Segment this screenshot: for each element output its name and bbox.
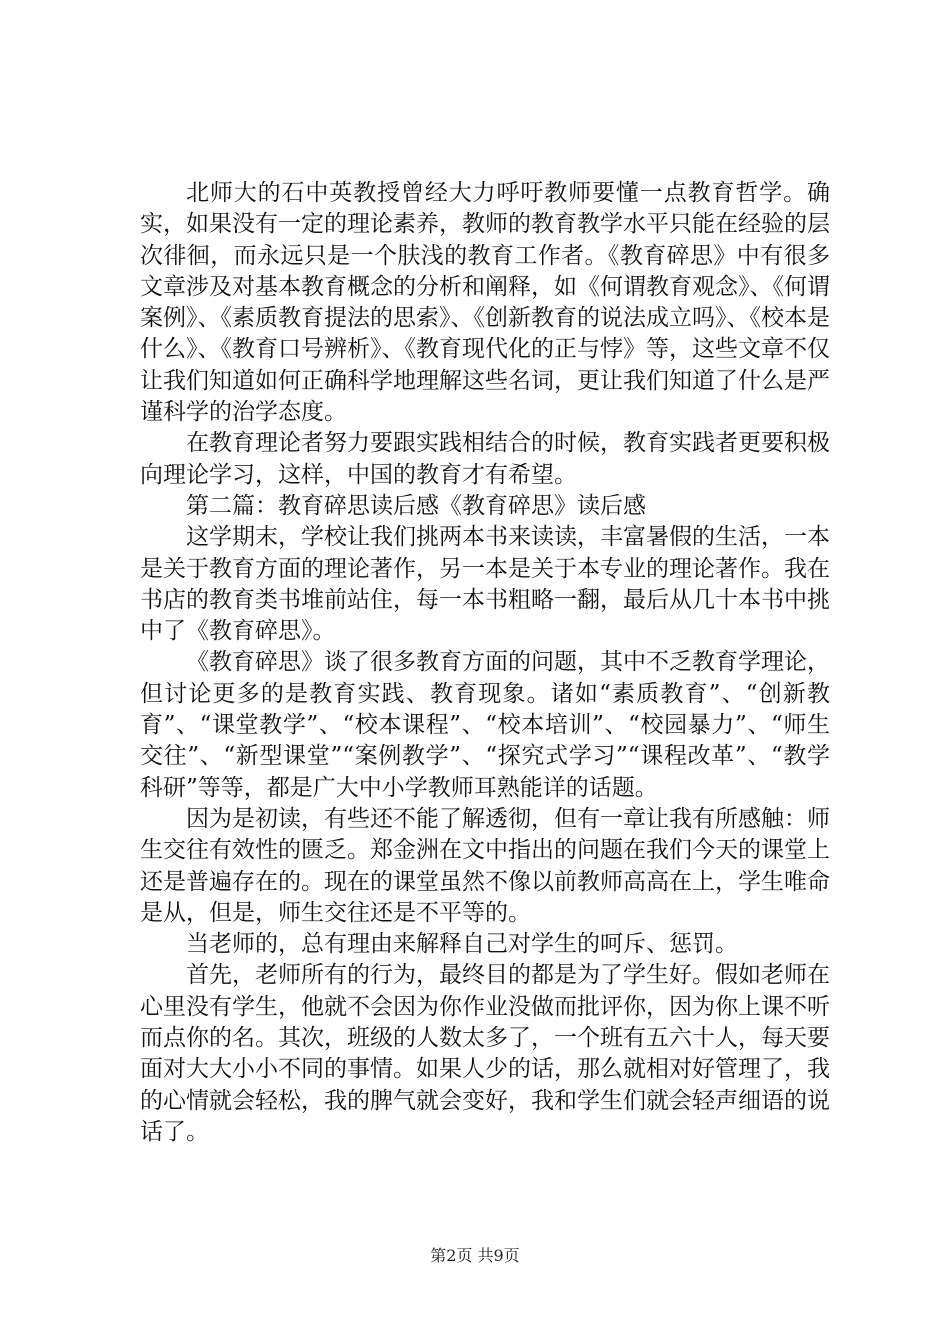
paragraph: 当老师的，总有理由来解释自己对学生的呵斥、惩罚。 xyxy=(186,931,738,958)
paragraph: 首先，老师所有的行为，最终目的都是为了学生好。假如老师在心里没有学生，他就不会因为你作业没做而批评你，因为你上课不听而点你的名。其次，班级的人数太多了，一个班有五六十人，每天要面对大大小小不同的事情。如果人少的话，那么就相对好管理了，我的心情就会轻松，我的脾气就会变好，我和学生们就会轻声细语的说话了。 xyxy=(140,962,830,1145)
document-body xyxy=(140,178,830,1148)
section-heading: 第二篇：教育碎思读后感《教育碎思》读后感 xyxy=(186,492,646,519)
paragraph: 《教育碎思》谈了很多教育方面的问题，其中不乏教育学理论，但讨论更多的是教育实践、教育现象。诸如“素质教育”、“创新教育”、“课堂教学”、“校本课程”、“校本培训”、“校园暴力”、“师生交往”、“新型课堂”“案例教学”、“探究式学习”“课程改革”、“教学科研”等等，都是广大中小学教师耳熟能详的话题。 xyxy=(140,649,830,801)
paragraph: 在教育理论者努力要跟实践相结合的时候，教育实践者更要积极向理论学习，这样，中国的教育才有希望。 xyxy=(140,430,830,488)
paragraph: 因为是初读，有些还不能了解透彻，但有一章让我有所感触：师生交往有效性的匮乏。郑金洲在文中指出的问题在我们今天的课堂上还是普遍存在的。现在的课堂虽然不像以前教师高高在上，学生唯命是从，但是，师生交往还是不平等的。 xyxy=(140,805,830,926)
paragraph: 北师大的石中英教授曾经大力呼吁教师要懂一点教育哲学。确实，如果没有一定的理论素养，教师的教育教学水平只能在经验的层次徘徊，而永远只是一个肤浅的教育工作者。《教育碎思》中有很多文章涉及对基本教育概念的分析和阐释，如《何谓教育观念》、《何谓案例》、《素质教育提法的思索》、《创新教育的说法成立吗》、《校本是什么》、《教育口号辨析》、《教育现代化的正与悖》等，这些文章不仅让我们知道如何正确科学地理解这些名词，更让我们知道了什么是严谨科学的治学态度。 xyxy=(140,180,830,426)
page-indicator: 第2页 共9页 xyxy=(430,1246,520,1265)
paragraph: 这学期末，学校让我们挑两本书来读读，丰富暑假的生活，一本是关于教育方面的理论著作，另一本是关于本专业的理论著作。我在书店的教育类书堆前站住，每一本书粗略一翻，最后从几十本书中挑中了《教育碎思》。 xyxy=(140,524,830,645)
